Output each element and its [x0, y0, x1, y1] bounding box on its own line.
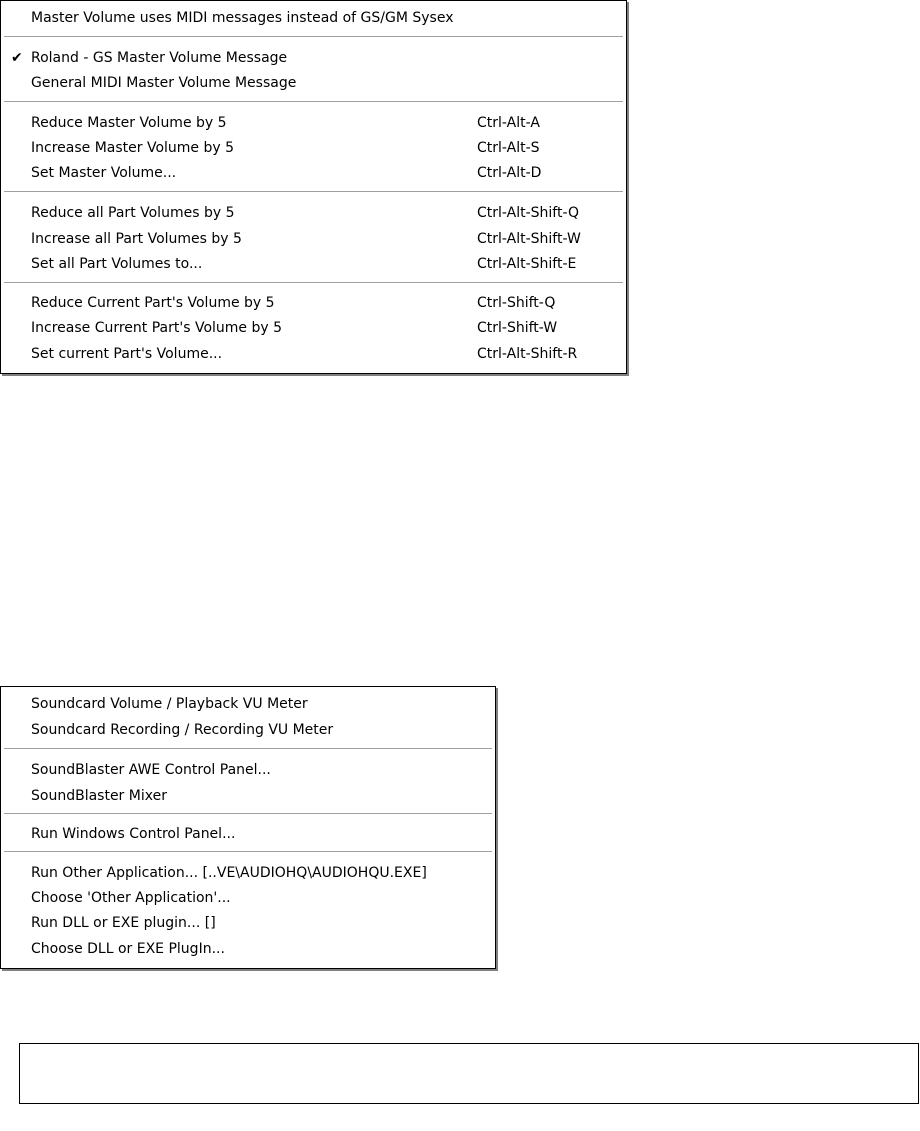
menu-separator	[4, 36, 623, 38]
menu-separator	[4, 282, 623, 284]
menu-item-label: Master Volume uses MIDI messages instead of GS/GM Sysex	[31, 10, 454, 26]
empty-frame	[19, 1043, 919, 1104]
menu-item-general-midi-master-volume[interactable]	[1, 70, 626, 96]
menu-item-shortcut: Ctrl-Alt-A	[477, 115, 540, 131]
menu-item-run-dll-exe-plugin[interactable]	[1, 910, 495, 936]
menu-item-shortcut: Ctrl-Alt-D	[477, 165, 542, 181]
menu-item-soundblaster-mixer[interactable]	[1, 783, 495, 809]
menu-item-label: Soundcard Recording / Recording VU Meter	[31, 722, 334, 738]
menu-separator	[4, 191, 623, 193]
menu-item-shortcut: Ctrl-Alt-Shift-R	[477, 346, 578, 362]
menu-item-label: Run Windows Control Panel...	[31, 826, 236, 842]
menu-item-choose-other-application[interactable]	[1, 885, 495, 911]
menu-item-soundcard-recording-vu[interactable]	[1, 717, 495, 743]
menu-item-set-current-part-volume[interactable]	[1, 341, 626, 367]
menu-item-label: Choose DLL or EXE PlugIn...	[31, 941, 225, 957]
soundcard-menu	[0, 686, 496, 969]
menu-item-label: SoundBlaster Mixer	[31, 788, 167, 804]
menu-item-roland-gs-master-volume[interactable]	[1, 45, 626, 71]
menu-item-label: Reduce Master Volume by 5	[31, 115, 227, 131]
menu-item-label: Reduce all Part Volumes by 5	[31, 205, 235, 221]
menu-item-label: General MIDI Master Volume Message	[31, 75, 297, 91]
menu-item-master-volume-midi[interactable]	[1, 5, 626, 31]
menu-item-choose-dll-exe-plugin[interactable]	[1, 936, 495, 962]
menu-separator	[4, 813, 492, 815]
menu-separator	[4, 101, 623, 103]
menu-separator	[4, 748, 492, 750]
menu-item-soundcard-playback-vu[interactable]	[1, 691, 495, 717]
menu-item-reduce-current-part-volume[interactable]	[1, 290, 626, 316]
menu-item-shortcut: Ctrl-Alt-Shift-Q	[477, 205, 580, 221]
menu-item-set-all-part-volumes[interactable]	[1, 251, 626, 277]
menu-item-label: Run Other Application... [..VE\AUDIOHQ\AUDIOHQU.EXE]	[31, 865, 427, 881]
menu-item-label: Choose 'Other Application'...	[31, 890, 231, 906]
menu-item-label: Roland - GS Master Volume Message	[31, 50, 288, 66]
checkmark-icon: ✔	[11, 50, 23, 66]
menu-item-shortcut: Ctrl-Alt-Shift-W	[477, 231, 581, 247]
menu-item-increase-master-volume[interactable]	[1, 135, 626, 161]
menu-item-label: SoundBlaster AWE Control Panel...	[31, 762, 271, 778]
menu-item-run-windows-control-panel[interactable]	[1, 821, 495, 847]
menu-item-label: Increase Current Part's Volume by 5	[31, 320, 283, 336]
menu-item-label: Set current Part's Volume...	[31, 346, 223, 362]
menu-item-label: Increase all Part Volumes by 5	[31, 231, 242, 247]
menu-item-label: Set all Part Volumes to...	[31, 256, 203, 272]
menu-item-run-other-application[interactable]	[1, 860, 495, 886]
menu-item-shortcut: Ctrl-Shift-Q	[477, 295, 556, 311]
menu-item-reduce-all-part-volumes[interactable]	[1, 200, 626, 226]
menu-item-label: Reduce Current Part's Volume by 5	[31, 295, 275, 311]
menu-item-increase-all-part-volumes[interactable]	[1, 226, 626, 252]
menu-item-label: Increase Master Volume by 5	[31, 140, 235, 156]
menu-item-label: Set Master Volume...	[31, 165, 177, 181]
volume-menu	[0, 0, 627, 374]
menu-item-set-master-volume[interactable]	[1, 160, 626, 186]
menu-item-increase-current-part-volume[interactable]	[1, 315, 626, 341]
menu-item-shortcut: Ctrl-Shift-W	[477, 320, 558, 336]
menu-item-label: Run DLL or EXE plugin... []	[31, 915, 216, 931]
menu-item-soundblaster-awe-control-panel[interactable]	[1, 757, 495, 783]
menu-item-reduce-master-volume[interactable]	[1, 110, 626, 136]
menu-separator	[4, 851, 492, 853]
menu-item-shortcut: Ctrl-Alt-S	[477, 140, 540, 156]
menu-item-shortcut: Ctrl-Alt-Shift-E	[477, 256, 577, 272]
menu-item-label: Soundcard Volume / Playback VU Meter	[31, 696, 308, 712]
